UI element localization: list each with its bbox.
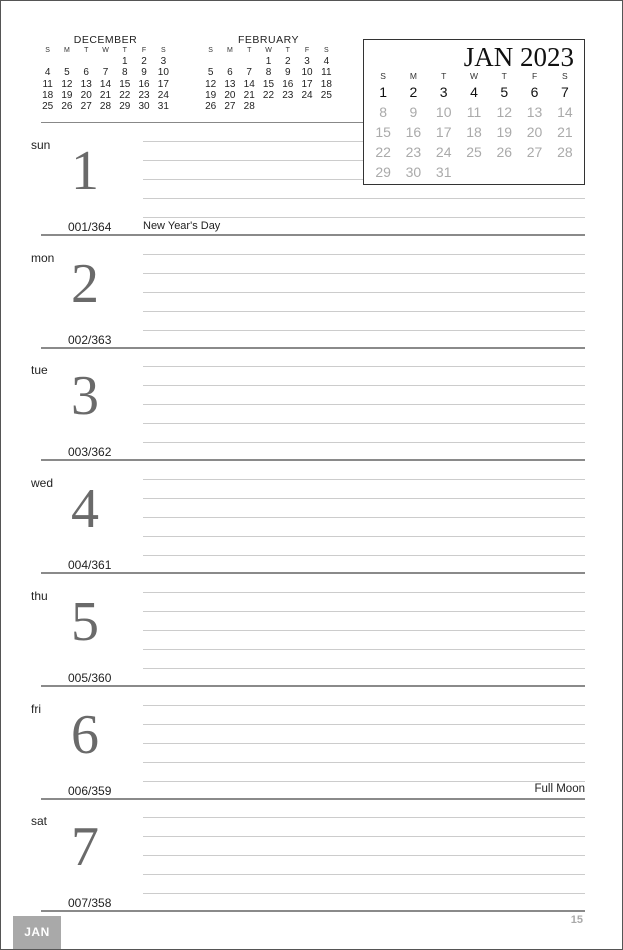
date-cell: 27 — [224, 101, 236, 113]
day-of-year-count: 006/359 — [68, 783, 112, 798]
date-cell: 23 — [405, 144, 422, 160]
date-cell: 27 — [80, 101, 92, 113]
date-cell: 1 — [379, 84, 388, 100]
day-number: 7 — [71, 816, 99, 879]
date-cell: 31 — [157, 101, 169, 113]
date-cell: 23 — [282, 89, 294, 101]
weekday-header: W — [102, 47, 109, 54]
writing-line[interactable] — [143, 217, 585, 218]
weekday-header: T — [501, 71, 507, 81]
date-cell: 28 — [99, 101, 112, 113]
date-cell: 6 — [227, 67, 233, 79]
weekday-header: S — [324, 47, 329, 54]
date-cell: 16 — [405, 124, 422, 140]
date-cell — [57, 56, 76, 67]
weekday-header: S — [208, 47, 213, 54]
date-cell: 10 — [157, 67, 169, 79]
day-divider — [41, 910, 585, 912]
date-cell: 29 — [119, 101, 131, 113]
day-block — [31, 236, 585, 349]
date-cell: 25 — [320, 89, 332, 101]
day-of-year-count: 003/362 — [68, 445, 112, 460]
writing-line[interactable] — [143, 160, 363, 161]
day-block — [31, 348, 585, 461]
day-name: tue — [31, 363, 48, 378]
mini-calendar-title: FEBRUARY — [238, 34, 299, 46]
date-cell: 1 — [122, 56, 128, 67]
date-cell: 12 — [205, 78, 217, 90]
date-cell: 18 — [42, 89, 54, 101]
date-cell: 9 — [285, 67, 291, 79]
date-cell: 5 — [64, 67, 70, 79]
day-note: New Year's Day — [143, 220, 221, 232]
date-cell: 11 — [466, 104, 482, 120]
mini-calendar-december — [38, 34, 173, 112]
date-cell: 22 — [262, 89, 275, 101]
date-cell: 13 — [80, 78, 92, 90]
weekday-header: T — [84, 47, 89, 54]
day-block — [31, 799, 585, 912]
date-cell — [220, 56, 239, 67]
date-cell: 13 — [224, 78, 236, 90]
date-cell: 17 — [157, 78, 169, 90]
day-block — [31, 123, 585, 236]
date-cell: 31 — [435, 164, 452, 180]
date-cell: 17 — [301, 78, 313, 90]
date-cell — [38, 56, 57, 67]
date-cell — [201, 56, 220, 67]
date-cell: 6 — [83, 67, 89, 79]
moon-phase-note: Full Moon — [534, 782, 585, 795]
date-cell: 7 — [102, 67, 109, 79]
writing-line[interactable] — [143, 254, 585, 255]
writing-line[interactable] — [143, 781, 585, 782]
date-cell: 19 — [205, 89, 217, 101]
weekday-header: T — [247, 47, 252, 54]
date-cell: 12 — [61, 78, 73, 90]
date-cell — [259, 101, 278, 112]
writing-line[interactable] — [143, 498, 585, 499]
mini-calendar-title: DECEMBER — [73, 34, 138, 46]
date-cell: 29 — [375, 164, 391, 180]
date-cell: 15 — [119, 78, 131, 90]
writing-line[interactable] — [143, 292, 585, 293]
date-cell: 19 — [496, 124, 513, 140]
day-number: 5 — [71, 590, 99, 653]
date-cell: 5 — [500, 84, 509, 100]
day-name: sat — [31, 814, 48, 829]
date-cell: 3 — [160, 56, 167, 67]
writing-line[interactable] — [143, 517, 585, 518]
date-cell: 10 — [301, 67, 313, 79]
weekday-header: W — [265, 47, 272, 54]
writing-line[interactable] — [143, 630, 585, 631]
date-cell: 21 — [243, 89, 255, 101]
weekday-header: M — [227, 47, 233, 54]
date-cell: 13 — [526, 104, 543, 120]
date-cell — [278, 101, 297, 112]
date-cell: 4 — [323, 56, 330, 67]
date-cell: 24 — [301, 89, 313, 101]
mini-calendar-grid — [38, 46, 173, 112]
day-number: 1 — [71, 140, 99, 202]
writing-line[interactable] — [143, 404, 585, 405]
writing-line[interactable] — [143, 536, 585, 537]
day-number: 2 — [71, 252, 99, 315]
writing-line[interactable] — [143, 442, 585, 443]
writing-line[interactable] — [143, 762, 585, 763]
date-cell: 14 — [243, 78, 255, 90]
day-block — [31, 687, 585, 800]
weekday-header: S — [380, 71, 386, 81]
day-name: fri — [31, 701, 41, 716]
date-cell: 25 — [466, 144, 482, 160]
date-cell: 4 — [44, 67, 51, 79]
day-name: wed — [31, 476, 54, 491]
day-name: mon — [31, 250, 55, 265]
date-cell: 14 — [99, 78, 112, 90]
date-cell: 2 — [409, 84, 418, 100]
date-cell: 11 — [42, 78, 53, 90]
day-block — [31, 574, 585, 687]
writing-line[interactable] — [143, 705, 585, 706]
date-cell: 7 — [246, 67, 252, 79]
date-cell: 2 — [285, 56, 291, 67]
weekday-header: F — [304, 47, 310, 54]
date-cell — [240, 56, 259, 67]
date-cell: 1 — [265, 56, 272, 67]
writing-line[interactable] — [143, 555, 585, 556]
writing-line[interactable] — [143, 479, 585, 480]
weekday-header: M — [409, 71, 417, 81]
date-cell: 30 — [138, 101, 150, 113]
writing-line[interactable] — [143, 893, 585, 894]
date-cell: 11 — [321, 67, 332, 79]
date-cell: 26 — [61, 101, 73, 113]
writing-line[interactable] — [143, 649, 585, 650]
date-cell: 22 — [119, 89, 131, 101]
date-cell: 8 — [122, 67, 128, 79]
date-cell: 24 — [435, 144, 452, 160]
day-of-year-count: 007/358 — [68, 896, 112, 911]
date-cell: 26 — [205, 101, 217, 113]
date-cell: 23 — [138, 89, 150, 101]
day-number: 6 — [71, 703, 99, 766]
date-cell: 2 — [141, 56, 147, 67]
day-of-year-count: 001/364 — [68, 220, 112, 234]
date-cell — [297, 101, 316, 112]
date-cell: 16 — [138, 78, 150, 90]
writing-line[interactable] — [143, 273, 585, 274]
writing-line[interactable] — [143, 743, 585, 744]
date-cell — [317, 101, 336, 112]
date-cell — [96, 56, 115, 67]
writing-line[interactable] — [143, 141, 363, 142]
writing-line[interactable] — [143, 330, 585, 331]
page-number: 15 — [570, 914, 583, 926]
writing-line[interactable] — [143, 855, 585, 856]
writing-line[interactable] — [143, 385, 585, 386]
weekday-header: W — [469, 71, 478, 81]
writing-line[interactable] — [143, 366, 585, 367]
date-cell: 15 — [262, 78, 275, 90]
weekday-header: T — [285, 47, 290, 54]
weekday-header: M — [64, 47, 70, 54]
month-tab[interactable]: JAN — [13, 916, 61, 949]
writing-line[interactable] — [143, 817, 585, 818]
date-cell: 28 — [557, 144, 573, 160]
date-cell: 18 — [466, 124, 482, 140]
day-of-year-count: 005/360 — [68, 670, 112, 685]
date-cell: 20 — [224, 89, 236, 101]
day-name: thu — [31, 588, 48, 603]
writing-line[interactable] — [143, 592, 585, 593]
date-cell: 26 — [496, 144, 513, 160]
date-cell: 20 — [80, 89, 92, 101]
writing-line[interactable] — [143, 198, 585, 199]
writing-line[interactable] — [143, 668, 585, 669]
weekday-header: S — [562, 71, 568, 81]
date-cell: 24 — [157, 89, 169, 101]
date-cell: 28 — [243, 101, 255, 113]
day-name: sun — [31, 138, 51, 152]
date-cell: 21 — [99, 89, 112, 101]
date-cell: 22 — [375, 144, 391, 160]
date-cell: 3 — [304, 56, 310, 67]
month-calendar-title: JAN 2023 — [463, 42, 574, 72]
mini-calendar-grid — [201, 46, 336, 112]
weekday-header: T — [441, 71, 447, 81]
writing-line[interactable] — [143, 311, 585, 312]
weekday-header: F — [141, 47, 147, 54]
weekday-header: S — [161, 47, 166, 54]
date-cell: 19 — [61, 89, 73, 101]
date-cell: 5 — [207, 67, 214, 79]
writing-line[interactable] — [143, 836, 585, 837]
writing-line[interactable] — [143, 724, 585, 725]
day-number: 3 — [71, 365, 99, 428]
date-cell: 12 — [496, 104, 513, 120]
weekday-header: F — [531, 71, 538, 81]
date-cell: 9 — [141, 67, 147, 79]
day-number: 4 — [71, 478, 99, 541]
date-cell: 25 — [42, 101, 54, 113]
date-cell: 17 — [435, 124, 452, 140]
date-cell: 6 — [530, 84, 539, 100]
mini-calendar-february — [201, 34, 336, 112]
date-cell: 15 — [375, 124, 391, 140]
date-cell: 27 — [526, 144, 543, 160]
date-cell: 8 — [265, 67, 272, 79]
date-cell — [77, 56, 96, 67]
day-of-year-count: 004/361 — [68, 558, 112, 573]
date-cell: 10 — [435, 104, 452, 120]
date-cell: 20 — [526, 124, 543, 140]
writing-line[interactable] — [143, 179, 363, 180]
date-cell: 4 — [470, 84, 478, 100]
writing-line[interactable] — [143, 611, 585, 612]
date-cell: 7 — [560, 84, 569, 100]
weekday-header: S — [45, 47, 50, 54]
writing-line[interactable] — [143, 874, 585, 875]
date-cell: 18 — [320, 78, 332, 90]
date-cell: 9 — [409, 104, 418, 120]
date-cell: 8 — [379, 104, 388, 120]
day-block — [31, 461, 585, 574]
date-cell: 30 — [405, 164, 422, 180]
date-cell: 16 — [282, 78, 294, 90]
date-cell: 14 — [557, 104, 573, 120]
date-cell: 3 — [439, 84, 448, 100]
date-cell: 21 — [557, 124, 573, 140]
weekday-header: T — [122, 47, 127, 54]
day-of-year-count: 002/363 — [68, 332, 112, 347]
writing-line[interactable] — [143, 423, 585, 424]
